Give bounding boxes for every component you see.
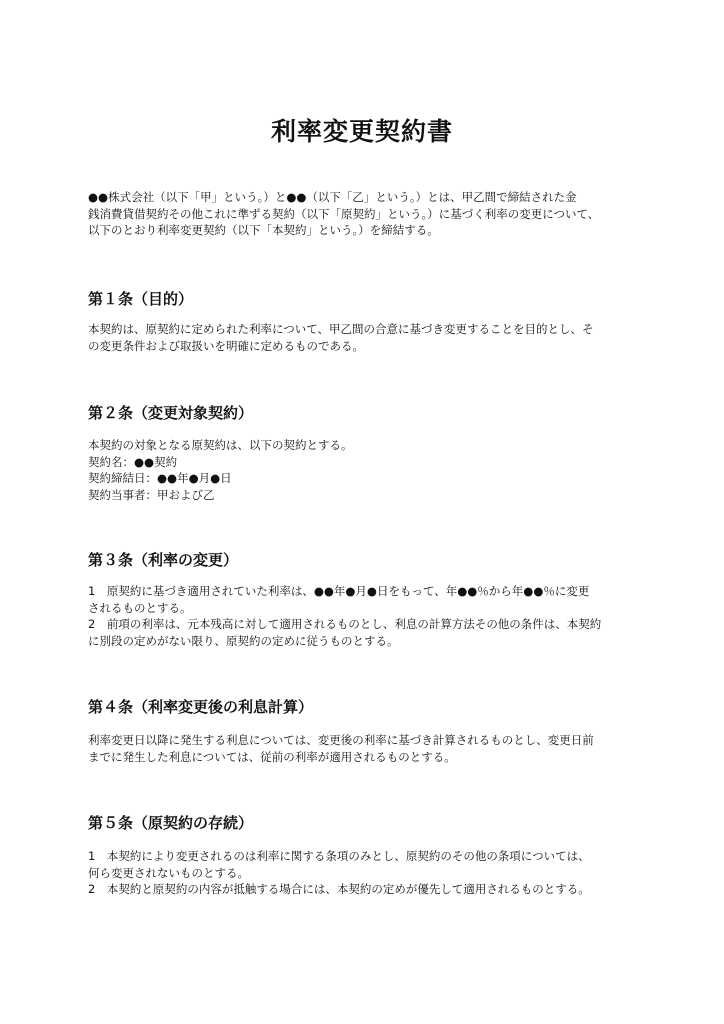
text-line: 1 原契約に基づき適用されていた利率は、●●年●月●日をもって、年●●％から年●●％に変更 [88, 584, 590, 598]
text-line: 2 前項の利率は、元本残高に対して適用されるものとし、利息の計算方法その他の条件は、本契約 [88, 617, 602, 632]
article-3-heading: 第３条（利率の変更） [88, 551, 239, 569]
article-1-heading: 第１条（目的） [88, 290, 194, 308]
article-3-body [88, 583, 648, 649]
text-line: 本契約は、原契約に定められた利率について、甲乙間の合意に基づき変更することを目的とし、そ [88, 322, 594, 336]
text-line: 1 本契約により変更されるのは利率に関する条項のみとし、原契約のその他の条項については、 [88, 849, 590, 863]
text-line: の変更条件および取扱いを明確に定めるものである。 [88, 338, 364, 353]
article-2-heading: 第２条（変更対象契約） [88, 404, 254, 422]
article-5-body [88, 848, 648, 898]
text-line: 以下のとおり利率変更契約（以下「本契約」という。）を締結する。 [88, 223, 439, 238]
document-title: 利率変更契約書 [270, 117, 453, 146]
article-2-body [88, 437, 648, 503]
article-5-heading: 第５条（原契約の存続） [88, 814, 254, 832]
text-line: 契約締結日：●●年●月●日 [88, 471, 232, 486]
text-line: 本契約の対象となる原契約は、以下の契約とする。 [88, 438, 353, 452]
text-line: 銭消費貸借契約その他これに準ずる契約（以下「原契約」という。）に基づく利率の変更について、 [88, 206, 600, 221]
text-line: 2 本契約と原契約の内容が抵触する場合には、本契約の定めが優先して適用されるものとする。 [88, 882, 590, 897]
intro-paragraph [88, 189, 648, 239]
text-line: 契約名：●●契約 [88, 454, 178, 469]
text-line: 契約当事者：甲および乙 [88, 487, 215, 502]
article-4-heading: 第４条（利率変更後の利息計算） [88, 698, 314, 716]
text-line: ●●株式会社（以下「甲」という。）と●●（以下「乙」という。）とは、甲乙間で締結された金 [88, 190, 577, 204]
text-line: に別段の定めがない限り、原契約の定めに従うものとする。 [88, 633, 399, 648]
text-line: 利率変更日以降に発生する利息については、変更後の利率に基づき計算されるものとし、変更日前 [88, 733, 594, 747]
text-line: されるものとする。 [88, 600, 192, 615]
article-1-body [88, 321, 648, 354]
article-4-body [88, 732, 648, 765]
text-line: 何ら変更されないものとする。 [88, 865, 249, 880]
text-line: までに発生した利息については、従前の利率が適用されるものとする。 [88, 749, 456, 764]
